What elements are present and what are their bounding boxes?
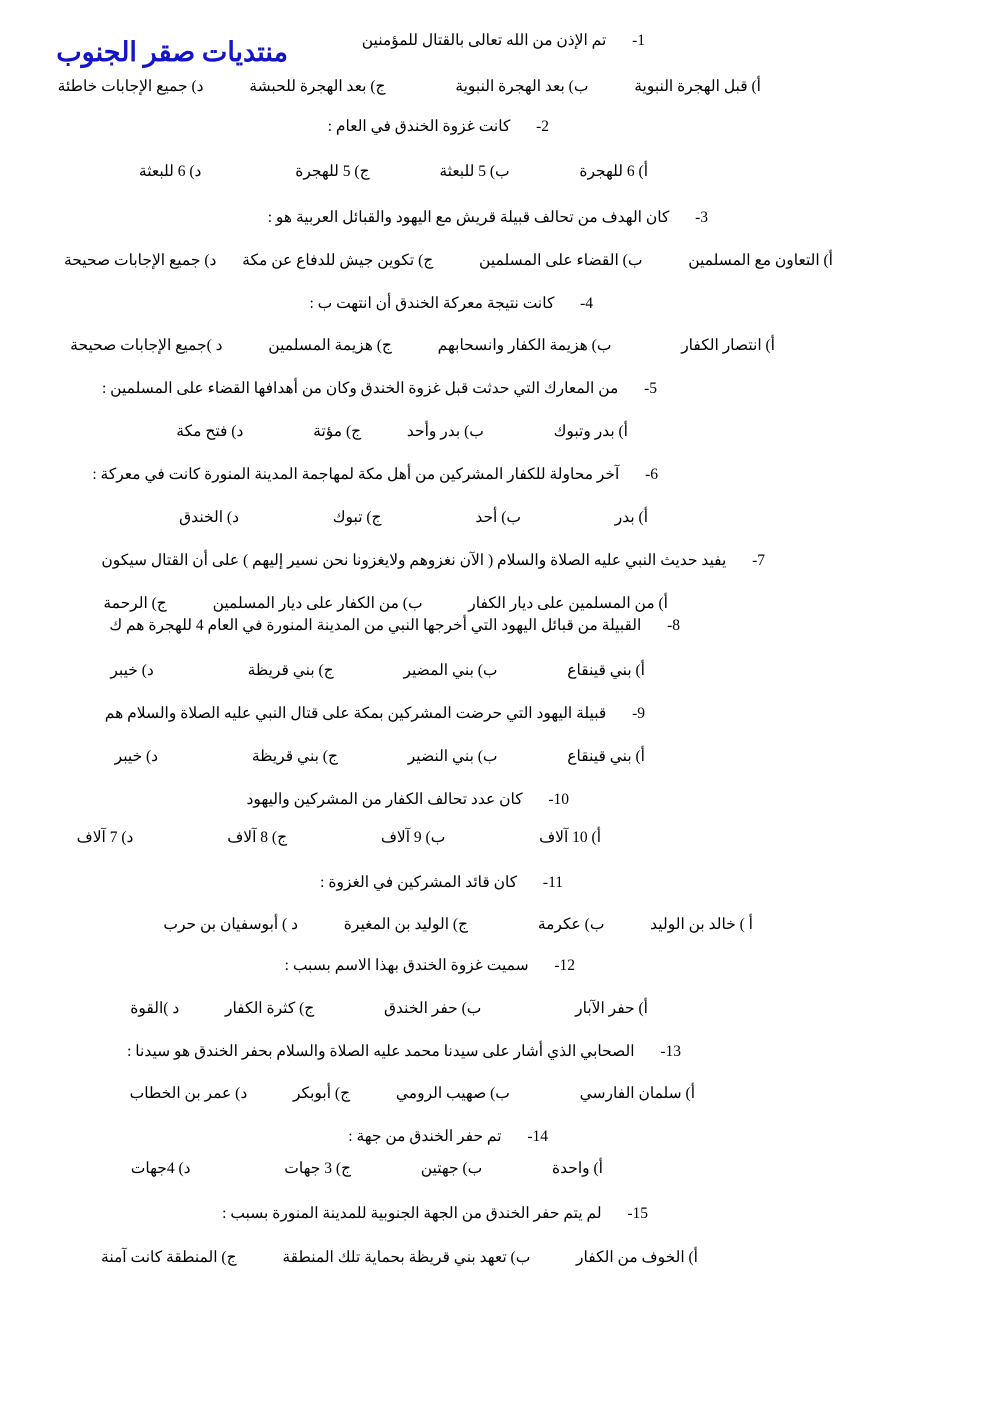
question-1-options	[58, 78, 761, 97]
option-a[interactable]: أ) الخوف من الكفار	[576, 1249, 698, 1266]
question-number: 11-	[542, 874, 563, 891]
question-number: 2-	[536, 118, 549, 135]
question-12-options	[130, 1000, 648, 1019]
option-c[interactable]: ج) الرحمة	[103, 595, 167, 612]
option-c[interactable]: ج) تكوين جيش للدفاع عن مكة	[242, 252, 434, 269]
question-5-options	[176, 423, 628, 442]
question-number: 13-	[660, 1043, 681, 1060]
option-b[interactable]: ب) من الكفار على ديار المسلمين	[212, 595, 423, 612]
option-b[interactable]: ب) 9 آلاف	[380, 829, 446, 846]
question-6-text	[92, 466, 658, 485]
question-body: قبيلة اليهود التي حرضت المشركين بمكة على قتال النبي عليه الصلاة والسلام هم	[104, 705, 607, 722]
option-c[interactable]: ج) بني قريظة	[247, 662, 334, 679]
option-c[interactable]: ج) مؤتة	[313, 423, 362, 440]
question-body: الصحابي الذي أشار على سيدنا محمد عليه الصلاة والسلام بحفر الخندق هو سيدنا :	[127, 1043, 635, 1060]
option-a[interactable]: أ) بدر وتبوك	[553, 423, 628, 440]
option-b[interactable]: ب) بني النضير	[407, 748, 498, 765]
option-a[interactable]: أ) واحدة	[552, 1160, 603, 1177]
question-11-text	[320, 874, 563, 893]
question-15-options	[101, 1249, 698, 1268]
option-d[interactable]: د ) أبوسفيان بن حرب	[163, 916, 299, 933]
option-b[interactable]: ب) هزيمة الكفار وانسحابهم	[437, 337, 612, 354]
option-a[interactable]: أ ) خالد بن الوليد	[650, 916, 753, 933]
question-body: كان عدد تحالف الكفار من المشركين واليهود	[246, 791, 523, 808]
question-4-text	[309, 295, 593, 314]
option-d[interactable]: د) جميع الإجابات صحيحة	[63, 252, 217, 269]
question-8-options	[110, 662, 645, 681]
option-b[interactable]: ب) القضاء على المسلمين	[479, 252, 643, 269]
question-13-text	[127, 1043, 681, 1062]
option-d[interactable]: د) 7 آلاف	[76, 829, 134, 846]
option-d[interactable]: د) خيبر	[114, 748, 159, 765]
question-2-options	[139, 163, 648, 182]
question-body: يفيد حديث النبي عليه الصلاة والسلام ( الآن نغزوهم ولايغزونا نحن نسير إليهم ) على أن القتال سيكون	[101, 552, 727, 569]
option-b[interactable]: ب) بني المضير	[403, 662, 498, 679]
question-9-options	[115, 748, 645, 767]
option-b[interactable]: ب) حفر الخندق	[384, 1000, 482, 1017]
question-number: 4-	[580, 295, 593, 312]
option-d[interactable]: د) 6 للبعثة	[138, 163, 202, 180]
option-c[interactable]: ج) هزيمة المسلمين	[268, 337, 392, 354]
option-c[interactable]: ج) كثرة الكفار	[224, 1000, 315, 1017]
option-a[interactable]: أ) من المسلمين على ديار الكفار	[468, 595, 668, 612]
question-13-options	[130, 1085, 695, 1104]
question-number: 15-	[627, 1205, 648, 1222]
option-a[interactable]: أ) حفر الآبار	[575, 1000, 648, 1017]
option-a[interactable]: أ) قبل الهجرة النبوية	[634, 78, 761, 95]
option-c[interactable]: ج) تبوك	[332, 509, 382, 526]
option-d[interactable]: د) جميع الإجابات خاطئة	[57, 78, 204, 95]
question-3-options	[64, 252, 833, 271]
option-c[interactable]: ج) أبوبكر	[293, 1085, 351, 1102]
option-a[interactable]: أ) بدر	[614, 509, 648, 526]
option-b[interactable]: ب) أحد	[475, 509, 521, 526]
question-body: سميت غزوة الخندق بهذا الاسم بسبب :	[284, 957, 529, 974]
question-body: من المعارك التي حدثت قبل غزوة الخندق وكان من أهدافها القضاء على المسلمين :	[101, 380, 619, 397]
option-b[interactable]: ب) 5 للبعثة	[439, 163, 510, 180]
question-body: كان الهدف من تحالف قبيلة قريش مع اليهود والقبائل العربية هو :	[267, 209, 670, 226]
question-number: 7-	[752, 552, 765, 569]
question-1-text	[362, 32, 645, 51]
question-7-options	[103, 595, 668, 614]
question-9-text	[105, 705, 645, 724]
option-b[interactable]: ب) جهتين	[420, 1160, 483, 1177]
option-c[interactable]: ج) 8 آلاف	[227, 829, 288, 846]
question-number: 10-	[548, 791, 569, 808]
forum-watermark: منتديات صقر الجنوب	[56, 37, 288, 67]
question-body: كان قائد المشركين في الغزوة :	[320, 874, 518, 891]
option-c[interactable]: ج) بعد الهجرة للحبشة	[249, 78, 386, 95]
option-a[interactable]: أ) التعاون مع المسلمين	[688, 252, 833, 269]
question-body: كانت نتيجة معركة الخندق أن انتهت ب :	[309, 295, 555, 312]
option-b[interactable]: ب) صهيب الرومي	[395, 1085, 510, 1102]
question-10-options	[77, 829, 601, 848]
option-b[interactable]: ب) تعهد بني قريظة بحماية تلك المنطقة	[282, 1249, 531, 1266]
option-d[interactable]: د )القوة	[130, 1000, 180, 1017]
question-body: تم حفر الخندق من جهة :	[348, 1128, 502, 1145]
option-d[interactable]: د) خيبر	[110, 662, 154, 679]
question-14-options	[131, 1160, 603, 1179]
question-body: لم يتم حفر الخندق من الجهة الجنوبية للمدينة المنورة بسبب :	[222, 1205, 602, 1222]
question-number: 6-	[645, 466, 658, 483]
question-number: 8-	[667, 617, 680, 634]
question-number: 5-	[644, 380, 657, 397]
option-d[interactable]: د) فتح مكة	[176, 423, 244, 440]
question-number: 9-	[632, 705, 645, 722]
question-4-options	[70, 337, 775, 356]
question-12-text	[285, 957, 575, 976]
option-a[interactable]: أ) سلمان الفارسي	[579, 1085, 695, 1102]
question-15-text	[222, 1205, 648, 1224]
question-5-text	[102, 380, 657, 399]
option-c[interactable]: ج) الوليد بن المغيرة	[343, 916, 469, 933]
question-number: 1-	[632, 32, 645, 49]
question-body: كانت غزوة الخندق في العام :	[327, 118, 511, 135]
option-d[interactable]: د) عمر بن الخطاب	[129, 1085, 248, 1102]
option-d[interactable]: د) الخندق	[179, 509, 239, 526]
question-7-text	[101, 552, 765, 571]
option-a[interactable]: أ) 6 للهجرة	[579, 163, 648, 180]
option-a[interactable]: أ) 10 آلاف	[539, 829, 601, 846]
option-a[interactable]: أ) انتصار الكفار	[681, 337, 775, 354]
question-number: 3-	[695, 209, 708, 226]
question-body: تم الإذن من الله تعالى بالقتال للمؤمنين	[361, 32, 607, 49]
option-b[interactable]: ب) عكرمة	[537, 916, 605, 933]
question-14-text	[348, 1128, 548, 1147]
question-3-text	[268, 209, 708, 228]
option-a[interactable]: أ) بني قينقاع	[567, 662, 645, 679]
option-b[interactable]: ب) بدر وأحد	[406, 423, 484, 440]
option-c[interactable]: ج) المنطقة كانت آمنة	[101, 1249, 237, 1266]
option-d[interactable]: د) 4جهات	[130, 1160, 191, 1177]
question-body: آخر محاولة للكفار المشركين من أهل مكة لمهاجمة المدينة المنورة كانت في معركة :	[92, 466, 620, 483]
question-body: القبيلة من قبائل اليهود التي أخرجها النبي من المدينة المنورة في العام 4 للهجرة هم ك	[109, 617, 642, 634]
option-a[interactable]: أ) بني قينقاع	[567, 748, 645, 765]
question-2-text	[328, 118, 549, 137]
question-11-options	[163, 916, 753, 935]
question-10-text	[247, 791, 569, 810]
option-c[interactable]: ج) 3 جهات	[284, 1160, 351, 1177]
option-d[interactable]: د )جميع الإجابات صحيحة	[70, 337, 223, 354]
question-number: 12-	[554, 957, 575, 974]
option-b[interactable]: ب) بعد الهجرة النبوية	[455, 78, 589, 95]
question-8-text	[109, 617, 680, 636]
question-6-options	[179, 509, 648, 528]
question-number: 14-	[527, 1128, 548, 1145]
option-c[interactable]: ج) بني قريظة	[251, 748, 338, 765]
option-c[interactable]: ج) 5 للهجرة	[295, 163, 370, 180]
